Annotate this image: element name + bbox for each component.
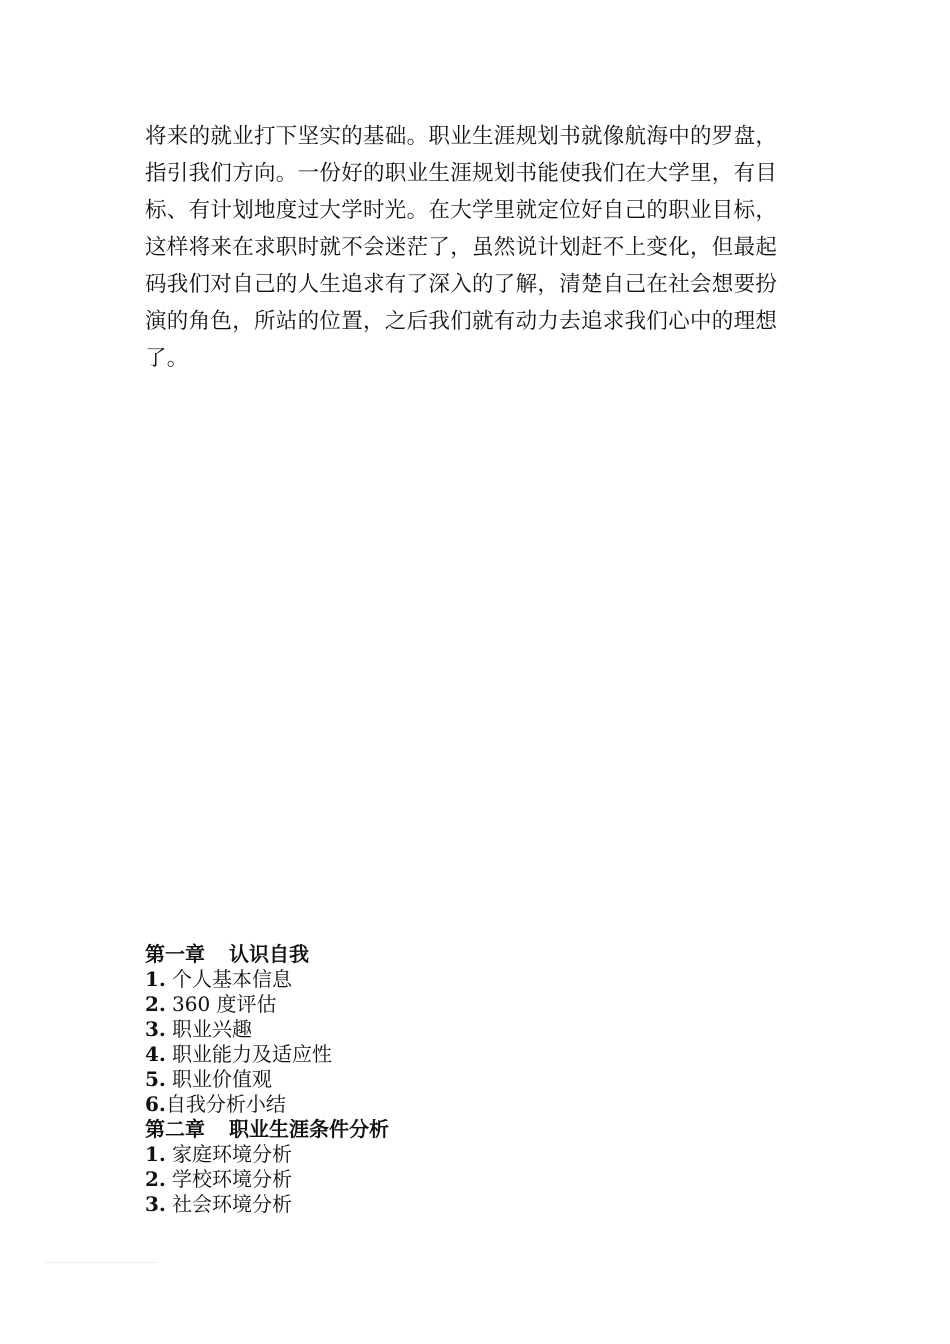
intro-line: 演的角色，所站的位置，之后我们就有动力去追求我们心中的理想 [145, 309, 778, 334]
table-of-contents [145, 942, 745, 1217]
toc-item-number: 1. [145, 967, 166, 991]
toc-item-number: 6. [145, 1092, 166, 1116]
intro-line: 了。 [145, 346, 189, 371]
chapter-title: 职业生涯条件分析 [229, 1117, 389, 1141]
chapter-heading-1 [145, 942, 745, 967]
toc-item-number: 2. [145, 1167, 166, 1191]
toc-item [145, 1142, 745, 1167]
toc-item-text: 个人基本信息 [172, 967, 292, 991]
chapter-number: 第一章 [145, 942, 205, 966]
toc-item [145, 1067, 745, 1092]
footer-divider [45, 1262, 157, 1263]
toc-item-text: 家庭环境分析 [172, 1142, 292, 1166]
intro-line: 指引我们方向。一份好的职业生涯规划书能使我们在大学里，有目 [145, 161, 778, 186]
toc-item [145, 992, 745, 1017]
toc-item-text: 社会环境分析 [172, 1192, 292, 1216]
toc-item [145, 967, 745, 992]
toc-item [145, 1167, 745, 1192]
chapter-number: 第二章 [145, 1117, 205, 1141]
intro-line: 标、有计划地度过大学时光。在大学里就定位好自己的职业目标， [145, 198, 778, 223]
toc-item-number: 3. [145, 1192, 166, 1216]
intro-line: 将来的就业打下坚实的基础。职业生涯规划书就像航海中的罗盘， [145, 124, 778, 149]
toc-item-number: 5. [145, 1067, 166, 1091]
intro-paragraph [145, 118, 810, 377]
intro-line: 码我们对自己的人生追求有了深入的了解，清楚自己在社会想要扮 [145, 272, 778, 297]
toc-item [145, 1042, 745, 1067]
chapter-title: 认识自我 [229, 942, 309, 966]
toc-item-number: 2. [145, 992, 166, 1016]
intro-line: 这样将来在求职时就不会迷茫了，虽然说计划赶不上变化，但最起 [145, 235, 778, 260]
toc-item-number: 4. [145, 1042, 166, 1066]
toc-item-text: 自我分析小结 [165, 1092, 286, 1116]
toc-item-number: 1. [145, 1142, 166, 1166]
chapter-heading-2 [145, 1117, 745, 1142]
toc-item-text: 学校环境分析 [172, 1167, 292, 1191]
toc-item-text: 职业兴趣 [172, 1017, 252, 1041]
toc-item [145, 1017, 745, 1042]
toc-item [145, 1192, 745, 1217]
toc-item [145, 1092, 745, 1117]
toc-item-text: 职业价值观 [172, 1067, 272, 1091]
toc-item-text: 360 度评估 [172, 992, 277, 1016]
toc-item-number: 3. [145, 1017, 166, 1041]
toc-item-text: 职业能力及适应性 [172, 1042, 332, 1066]
